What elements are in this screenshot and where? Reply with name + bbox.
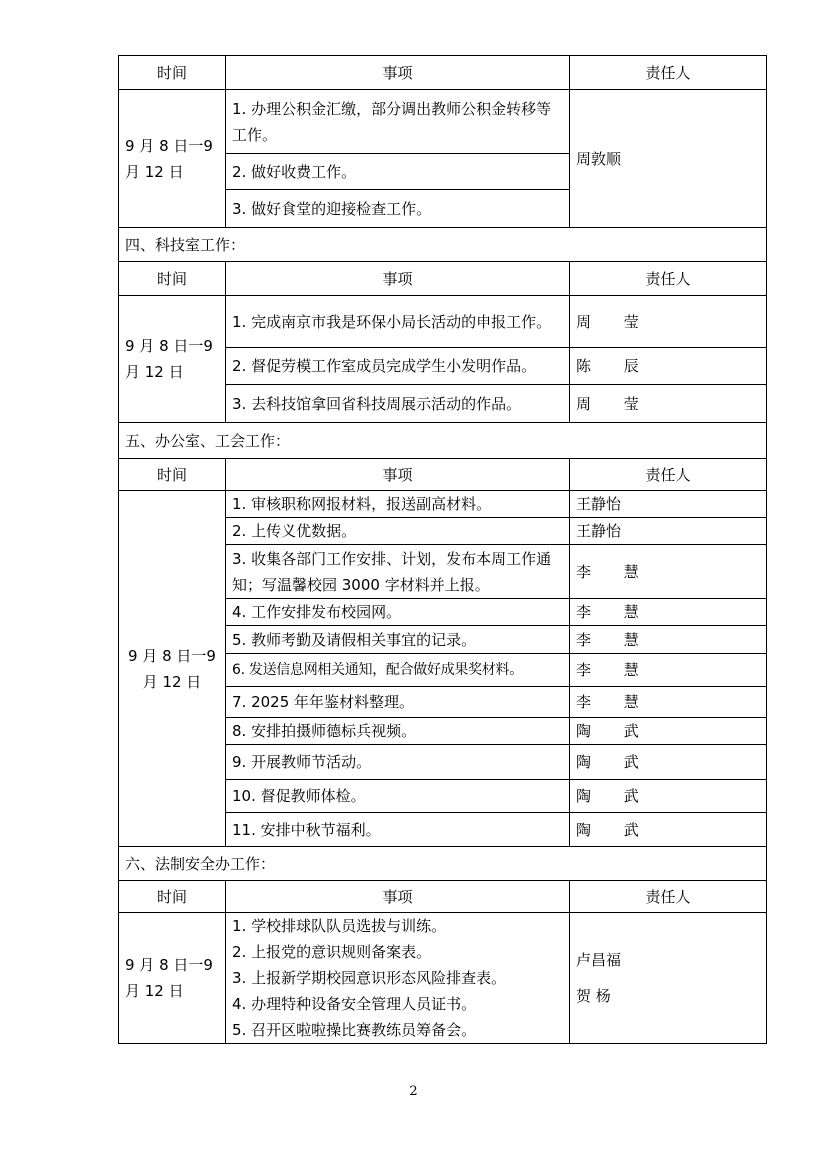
header-time: 时间 — [119, 262, 226, 296]
owner-name: 卢昌福 — [576, 951, 622, 969]
section-title: 四、科技室工作： — [119, 228, 767, 262]
header-row — [119, 262, 767, 296]
header-time: 时间 — [119, 459, 226, 491]
time-cell: 9 月 8 日一9 月 12 日 — [119, 913, 226, 1044]
item-cell: 6. 发送信息网相关通知，配合做好成果奖材料。 — [226, 654, 570, 687]
list-item: 2. 上报党的意识规则备案表。 — [232, 943, 432, 961]
list-item: 5. 召开区啦啦操比赛教练员筹备会。 — [232, 1021, 477, 1039]
section-title: 五、办公室、工会工作： — [119, 423, 767, 459]
header-owner: 责任人 — [570, 881, 767, 913]
item-cell: 11. 安排中秋节福利。 — [226, 813, 570, 847]
item-cell: 5. 教师考勤及请假相关事宜的记录。 — [226, 626, 570, 654]
item-list-cell — [226, 913, 570, 1044]
header-item: 事项 — [226, 56, 570, 90]
owner-cell: 周 莹 — [570, 385, 767, 423]
item-cell: 2. 上传义优数据。 — [226, 518, 570, 545]
owner-cell: 李 慧 — [570, 654, 767, 687]
item-cell: 8. 安排拍摄师德标兵视频。 — [226, 718, 570, 745]
owner-cell: 李 慧 — [570, 545, 767, 599]
item-cell: 9. 开展教师节活动。 — [226, 745, 570, 780]
section-title: 六、法制安全办工作： — [119, 847, 767, 881]
list-item: 1. 学校排球队队员选拔与训练。 — [232, 917, 447, 935]
table-row — [119, 296, 767, 348]
header-row — [119, 56, 767, 90]
table-row — [119, 913, 767, 1044]
header-owner: 责任人 — [570, 262, 767, 296]
owner-cell: 陶 武 — [570, 780, 767, 813]
page-number: 2 — [409, 1084, 418, 1099]
item-cell: 7. 2025 年年鉴材料整理。 — [226, 687, 570, 718]
header-item: 事项 — [226, 459, 570, 491]
header-time: 时间 — [119, 881, 226, 913]
header-row — [119, 881, 767, 913]
owner-cell: 陶 武 — [570, 718, 767, 745]
item-cell: 3. 收集各部门工作安排、计划，发布本周工作通知；写温馨校园 3000 字材料并上报。 — [226, 545, 570, 599]
item-cell: 1. 审核职称网报材料，报送副高材料。 — [226, 491, 570, 518]
owner-cell: 周 莹 — [570, 296, 767, 348]
header-item: 事项 — [226, 262, 570, 296]
header-row — [119, 459, 767, 491]
owner-name: 贺 杨 — [576, 987, 611, 1005]
item-cell: 2. 督促劳模工作室成员完成学生小发明作品。 — [226, 348, 570, 385]
list-item: 3. 上报新学期校园意识形态风险排查表。 — [232, 969, 507, 987]
owner-cell: 陶 武 — [570, 745, 767, 780]
owner-cell — [570, 913, 767, 1044]
header-item: 事项 — [226, 881, 570, 913]
item-cell: 10. 督促教师体检。 — [226, 780, 570, 813]
owner-cell: 李 慧 — [570, 599, 767, 626]
owner-cell: 王静怡 — [570, 491, 767, 518]
header-time: 时间 — [119, 56, 226, 90]
item-cell: 1. 办理公积金汇缴，部分调出教师公积金转移等工作。 — [226, 90, 570, 154]
table-row — [119, 491, 767, 518]
header-owner: 责任人 — [570, 56, 767, 90]
section-row — [119, 423, 767, 459]
header-owner: 责任人 — [570, 459, 767, 491]
schedule-table — [118, 55, 767, 1044]
list-item: 4. 办理特种设备安全管理人员证书。 — [232, 995, 477, 1013]
item-cell: 3. 去科技馆拿回省科技周展示活动的作品。 — [226, 385, 570, 423]
section-row — [119, 847, 767, 881]
item-cell: 4. 工作安排发布校园网。 — [226, 599, 570, 626]
owner-cell: 王静怡 — [570, 518, 767, 545]
owner-cell: 陈 辰 — [570, 348, 767, 385]
time-cell: 9 月 8 日一9 月 12 日 — [119, 90, 226, 228]
item-cell: 1. 完成南京市我是环保小局长活动的申报工作。 — [226, 296, 570, 348]
owner-cell: 陶 武 — [570, 813, 767, 847]
time-cell: 9 月 8 日一9 月 12 日 — [119, 296, 226, 423]
table-row — [119, 90, 767, 154]
item-cell: 2. 做好收费工作。 — [226, 154, 570, 190]
item-cell: 3. 做好食堂的迎接检查工作。 — [226, 190, 570, 228]
section-row — [119, 228, 767, 262]
owner-cell: 周敦顺 — [570, 90, 767, 228]
owner-cell: 李 慧 — [570, 687, 767, 718]
owner-cell: 李 慧 — [570, 626, 767, 654]
time-cell: 9 月 8 日一9 月 12 日 — [119, 491, 226, 847]
